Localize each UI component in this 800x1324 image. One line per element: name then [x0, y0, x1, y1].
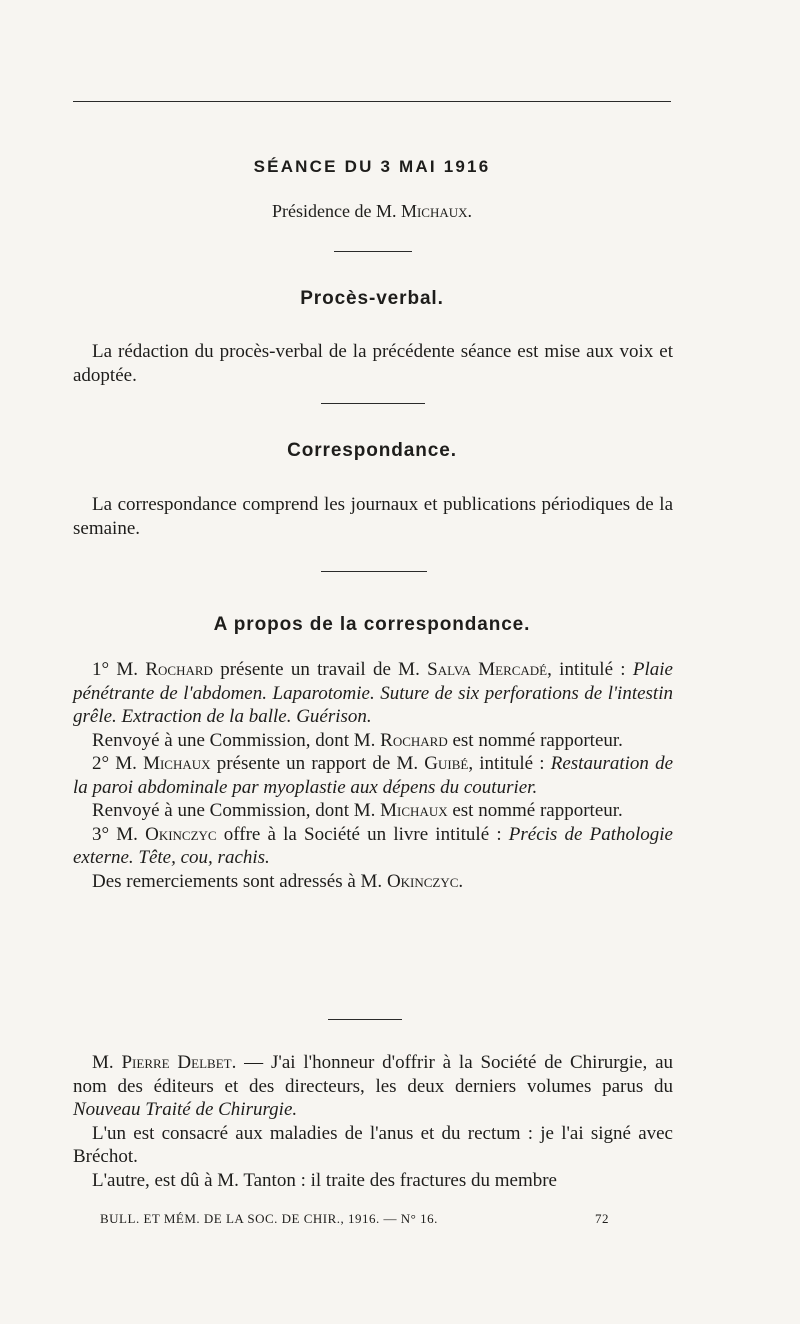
item-1	[73, 658, 673, 729]
item-3-thanks-name: Okinczyc.	[386, 870, 464, 892]
correspondance-heading: Correspondance.	[287, 440, 457, 461]
delbet-p1-text: — J'ai l'honneur d'offrir à la Société de Chirurgie, au nom des éditeurs et des directeurs, les deux derniers volumes parus du	[73, 1052, 673, 1097]
delbet-p1-title: Nouveau Traité de Chirurgie.	[73, 1099, 298, 1120]
item-1-mid: présente un travail de M.	[212, 659, 428, 680]
item-1-intro: , intitulé :	[547, 659, 633, 680]
item-1-renvoi	[73, 729, 673, 753]
correspondance-text	[73, 493, 673, 540]
item-3-thanks-prefix: Des remerciements sont adressés à M.	[92, 870, 387, 892]
item-1-subject: Salva Mercadé	[427, 659, 548, 680]
item-2-prefix: 2° M.	[92, 753, 144, 774]
item-1-title: Plaie pénétrante de l'abdomen. Laparotomie. Suture de six perforations de l'intestin grêle. Extraction de la balle. Guérison.	[73, 659, 673, 727]
proces-verbal-heading: Procès-verbal.	[300, 288, 444, 309]
presidence-line	[73, 201, 671, 222]
delbet-body	[73, 1051, 673, 1192]
proces-verbal-paragraph: La rédaction du procès-verbal de la précédente séance est mise aux voix et adoptée.	[73, 341, 673, 386]
section-divider	[321, 571, 427, 572]
correspondance-paragraph: La correspondance comprend les journaux et publications périodiques de la semaine.	[73, 494, 673, 539]
item-1-renvoi-prefix: Renvoyé à une Commission, dont M.	[92, 729, 381, 751]
item-2-subject: Guibé	[424, 753, 469, 774]
item-3-author: Okinczyc	[145, 823, 217, 845]
item-1-prefix: 1° M.	[92, 659, 146, 680]
item-2-mid: présente un rapport de M.	[210, 753, 425, 774]
delbet-paragraph-1	[73, 1051, 673, 1122]
item-3-title: Précis de Pathologie externe. Tête, cou, rachis.	[73, 823, 673, 868]
item-3-prefix: 3° M.	[92, 823, 146, 845]
presidence-name: Michaux.	[400, 201, 473, 221]
footer-citation: BULL. ET MÉM. DE LA SOC. DE CHIR., 1916. — N° 16.	[100, 1211, 438, 1226]
section-divider	[321, 403, 425, 404]
item-2-rapporteur: Michaux	[380, 800, 448, 821]
page-number: 72	[595, 1211, 609, 1226]
item-2-renvoi-suffix: est nommé rapporteur.	[447, 800, 623, 821]
proces-verbal-text	[73, 340, 673, 387]
item-2-intro: , intitulé :	[468, 753, 551, 774]
presidence-prefix: Présidence de M.	[271, 201, 401, 221]
section-divider	[328, 1019, 402, 1020]
item-3	[73, 823, 673, 870]
item-3-mid: offre à la Société un livre intitulé :	[216, 823, 509, 845]
item-2-renvoi-prefix: Renvoyé à une Commission, dont M.	[92, 800, 381, 821]
item-2-renvoi	[73, 799, 673, 823]
item-2	[73, 752, 673, 799]
item-1-author: Rochard	[145, 659, 213, 680]
top-rule	[73, 101, 671, 102]
seance-title: SÉANCE DU 3 MAI 1916	[253, 157, 491, 176]
item-2-title: Restauration de la paroi abdominale par myoplastie aux dépens du couturier.	[73, 753, 673, 798]
item-3-thanks	[73, 870, 673, 894]
item-1-rapporteur: Rochard	[380, 729, 448, 751]
item-1-renvoi-suffix: est nommé rapporteur.	[447, 729, 623, 751]
a-propos-body	[73, 658, 673, 893]
delbet-speaker: M. Pierre Delbet.	[92, 1052, 237, 1073]
page-footer	[100, 1211, 620, 1227]
a-propos-heading: A propos de la correspondance.	[213, 614, 531, 635]
delbet-paragraph-3: L'autre, est dû à M. Tanton : il traite des fractures du membre	[92, 1169, 557, 1191]
item-2-author: Michaux	[143, 753, 211, 774]
delbet-paragraph-2: L'un est consacré aux maladies de l'anus et du rectum : je l'ai signé avec Bréchot.	[73, 1122, 673, 1167]
section-divider	[334, 251, 412, 252]
